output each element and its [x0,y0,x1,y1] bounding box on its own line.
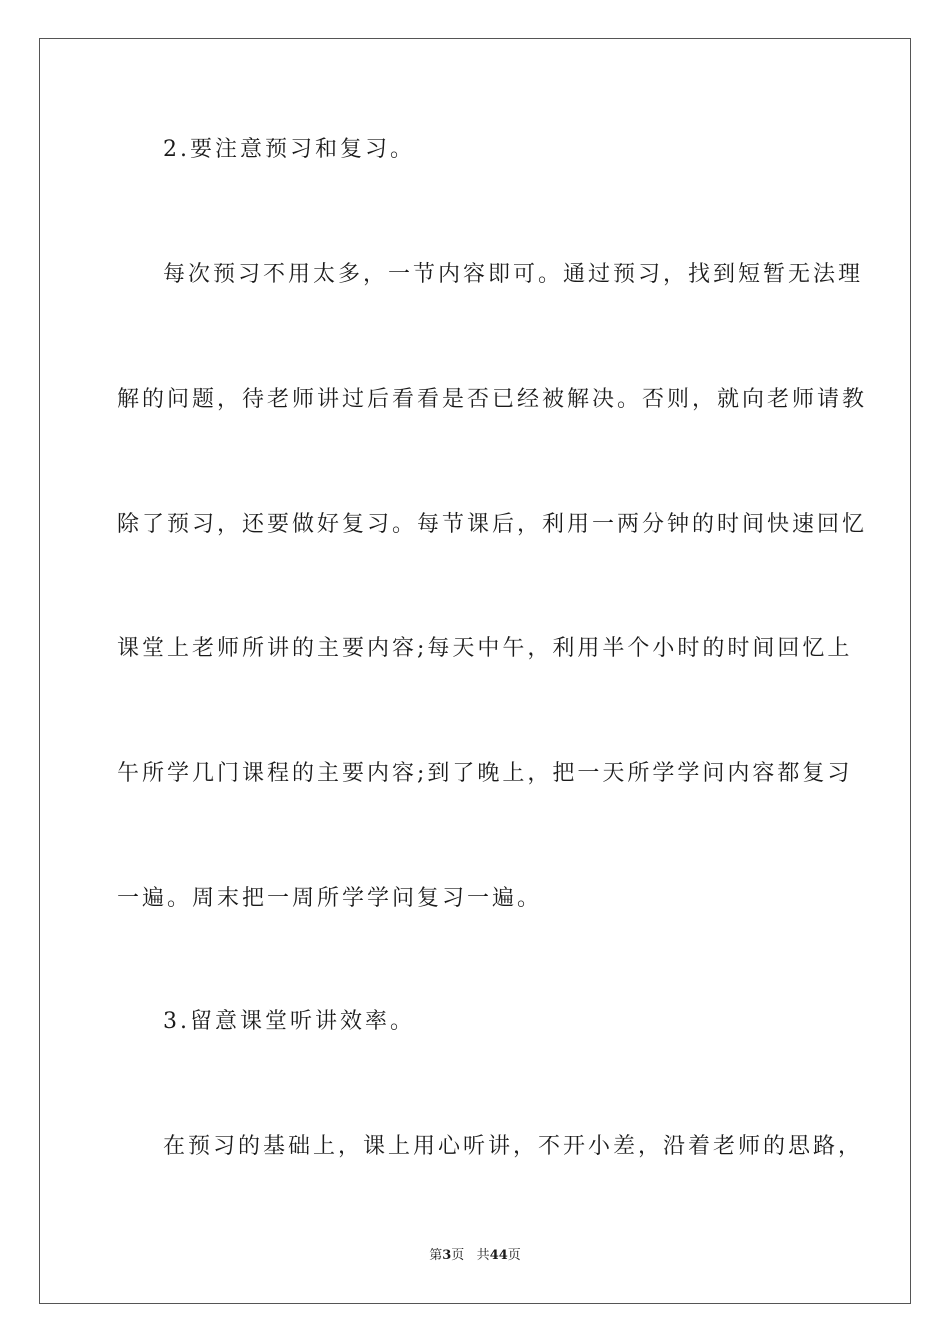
page-footer [0,1247,950,1265]
footer-page-number: 3 [442,1248,452,1263]
paragraph-line-1: 每次预习不用太多，一节内容即可。通过预习，找到短暂无法理 [163,262,864,287]
paragraph-line-5: 午所学几门课程的主要内容;到了晚上，把一天所学学问内容都复习 [117,761,853,786]
footer-prefix: 第 [429,1248,443,1263]
paragraph-line-4: 课堂上老师所讲的主要内容;每天中午，利用半个小时的时间回忆上 [117,636,853,661]
page-border [39,38,911,1304]
footer-total-suffix: 页 [507,1248,521,1263]
paragraph-line-6: 一遍。周末把一周所学学问复习一遍。 [117,886,543,911]
paragraph-line-3: 除了预习，还要做好复习。每节课后，利用一两分钟的时间快速回忆 [117,512,868,537]
footer-total-prefix: 共 [476,1248,490,1263]
footer-page-suffix: 页 [451,1248,465,1263]
heading-2: 2.要注意预习和复习。 [163,137,415,162]
footer-total-pages: 44 [489,1248,508,1263]
paragraph-line-2: 解的问题，待老师讲过后看看是否已经被解决。否则，就向老师请教 [117,387,868,412]
paragraph-line-7: 在预习的基础上，课上用心听讲，不开小差，沿着老师的思路， [163,1134,864,1159]
heading-3: 3.留意课堂听讲效率。 [163,1009,415,1034]
